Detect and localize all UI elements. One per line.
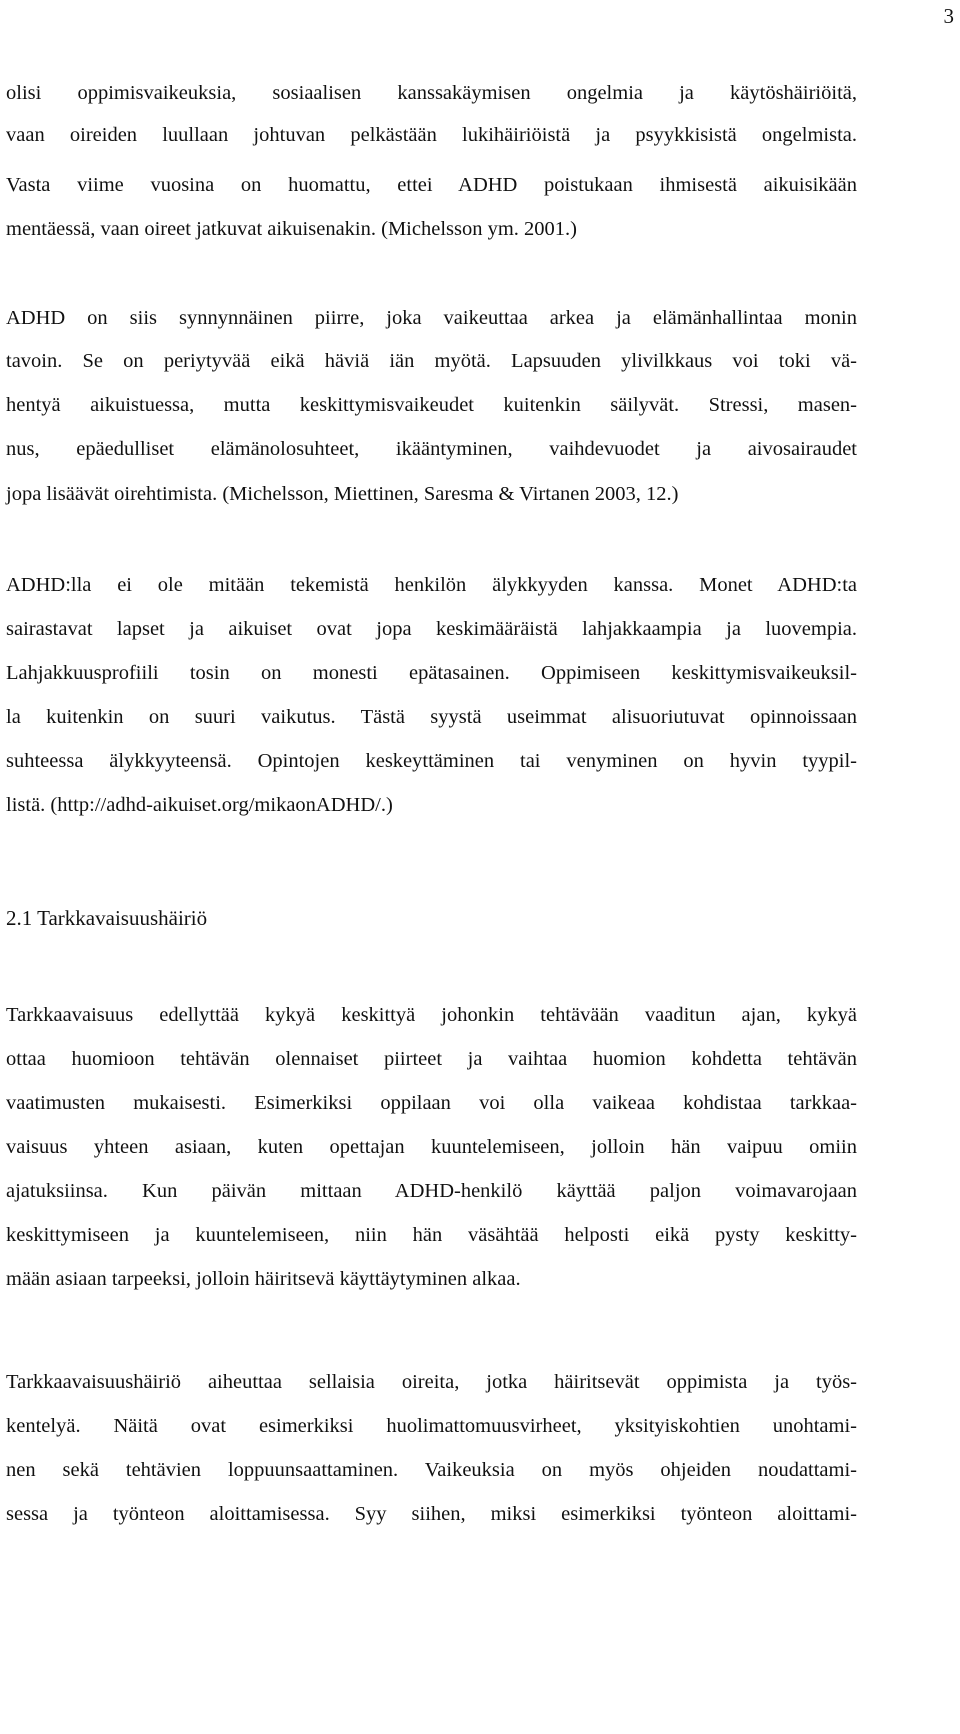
text-line: mentäessä, vaan oireet jatkuvat aikuisenakin. (Michelsson ym. 2001.)	[6, 218, 577, 240]
text-line: ajatuksiinsa. Kun päivän mittaan ADHD-henkilö käyttää paljon voimavarojaan	[6, 1180, 857, 1202]
text-line: sairastavat lapset ja aikuiset ovat jopa keskimääräistä lahjakkaampia ja luovempia.	[6, 618, 857, 640]
text-line: ADHD on siis synnynnäinen piirre, joka vaikeuttaa arkea ja elämänhallintaa monin	[6, 307, 857, 329]
text-line: vaan oireiden luullaan johtuvan pelkästään lukihäiriöistä ja psyykkisistä ongelmista.	[6, 124, 857, 146]
text-line: hentyä aikuistuessa, mutta keskittymisvaikeudet kuitenkin säilyvät. Stressi, masen-	[6, 394, 857, 416]
text-line: Vasta viime vuosina on huomattu, ettei ADHD poistukaan ihmisestä aikuisikään	[6, 174, 857, 196]
text-line: ottaa huomioon tehtävän olennaiset piirteet ja vaihtaa huomion kohdetta tehtävän	[6, 1048, 857, 1070]
text-line: nen sekä tehtävien loppuunsaattaminen. Vaikeuksia on myös ohjeiden noudattami-	[6, 1459, 857, 1481]
text-line: tavoin. Se on periytyvää eikä häviä iän myötä. Lapsuuden ylivilkkaus voi toki vä-	[6, 350, 857, 372]
text-line: nus, epäedulliset elämänolosuhteet, ikääntyminen, vaihdevuodet ja aivosairaudet	[6, 438, 857, 460]
text-line: Tarkkaavaisuus edellyttää kykyä keskittyä johonkin tehtävään vaaditun ajan, kykyä	[6, 1004, 857, 1026]
text-line: la kuitenkin on suuri vaikutus. Tästä syystä useimmat alisuoriutuvat opinnoissaan	[6, 706, 857, 728]
text-line: sessa ja työnteon aloittamisessa. Syy siihen, miksi esimerkiksi työnteon aloittami-	[6, 1503, 857, 1525]
text-line: vaisuus yhteen asiaan, kuten opettajan kuuntelemiseen, jolloin hän vaipuu omiin	[6, 1136, 857, 1158]
text-line: listä. (http://adhd-aikuiset.org/mikaonADHD/.)	[6, 794, 393, 816]
text-line: mään asiaan tarpeeksi, jolloin häiritsevä käyttäytyminen alkaa.	[6, 1268, 521, 1290]
text-line: Lahjakkuusprofiili tosin on monesti epätasainen. Oppimiseen keskittymisvaikeuksil-	[6, 662, 857, 684]
page-number: 3	[943, 4, 954, 28]
text-line: vaatimusten mukaisesti. Esimerkiksi oppilaan voi olla vaikeaa kohdistaa tarkkaa-	[6, 1092, 857, 1114]
text-line: kentelyä. Näitä ovat esimerkiksi huolimattomuusvirheet, yksityiskohtien unohtami-	[6, 1415, 857, 1437]
text-line: jopa lisäävät oirehtimista. (Michelsson, Miettinen, Saresma & Virtanen 2003, 12.)	[6, 483, 679, 505]
text-line: olisi oppimisvaikeuksia, sosiaalisen kanssakäymisen ongelmia ja käytöshäiriöitä,	[6, 82, 857, 104]
section-heading: 2.1 Tarkkavaisuushäiriö	[6, 906, 208, 930]
text-line: suhteessa älykkyyteensä. Opintojen keskeyttäminen tai venyminen on hyvin tyypil-	[6, 750, 857, 772]
text-line: keskittymiseen ja kuuntelemiseen, niin hän väsähtää helposti eikä pysty keskitty-	[6, 1224, 857, 1246]
text-line: ADHD:lla ei ole mitään tekemistä henkilön älykkyyden kanssa. Monet ADHD:ta	[6, 574, 857, 596]
text-line: Tarkkaavaisuushäiriö aiheuttaa sellaisia oireita, jotka häiritsevät oppimista ja työs-	[6, 1371, 857, 1393]
